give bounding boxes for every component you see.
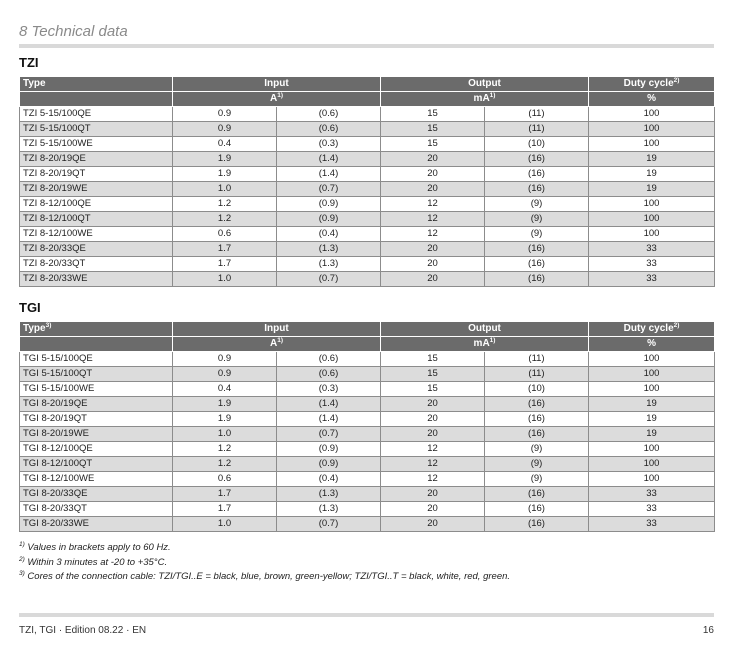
output-50hz-cell: 12 bbox=[381, 457, 485, 472]
output-60hz-cell: (11) bbox=[485, 122, 589, 137]
input-50hz-cell: 1.0 bbox=[173, 182, 277, 197]
type-cell: TZI 8-20/19QE bbox=[20, 152, 173, 167]
input-60hz-cell: (0.3) bbox=[277, 382, 381, 397]
duty-cycle-cell: 19 bbox=[589, 152, 715, 167]
section-title: 8 Technical data bbox=[19, 23, 128, 40]
column-header-type: Type bbox=[20, 77, 173, 92]
unit-header-input: $A^{1)}$ bbox=[173, 337, 381, 352]
table-row bbox=[20, 212, 715, 227]
output-50hz-cell: 12 bbox=[381, 212, 485, 227]
output-50hz-cell: 20 bbox=[381, 167, 485, 182]
unit-header-duty: % bbox=[589, 92, 715, 107]
input-60hz-cell: (1.4) bbox=[277, 167, 381, 182]
input-60hz-cell: (1.4) bbox=[277, 397, 381, 412]
input-50hz-cell: 0.4 bbox=[173, 382, 277, 397]
unit-header-input: $A^{1)}$ bbox=[173, 92, 381, 107]
input-50hz-cell: 1.0 bbox=[173, 272, 277, 287]
output-60hz-cell: (9) bbox=[485, 212, 589, 227]
table-row bbox=[20, 197, 715, 212]
input-60hz-cell: (0.9) bbox=[277, 457, 381, 472]
input-60hz-cell: (1.4) bbox=[277, 412, 381, 427]
output-60hz-cell: (9) bbox=[485, 457, 589, 472]
input-50hz-cell: 1.9 bbox=[173, 412, 277, 427]
duty-cycle-cell: 100 bbox=[589, 227, 715, 242]
table-row bbox=[20, 442, 715, 457]
output-50hz-cell: 20 bbox=[381, 412, 485, 427]
output-60hz-cell: (16) bbox=[485, 242, 589, 257]
output-50hz-cell: 12 bbox=[381, 442, 485, 457]
type-cell: TZI 5-15/100QE bbox=[20, 107, 173, 122]
input-60hz-cell: (0.6) bbox=[277, 367, 381, 382]
input-60hz-cell: (0.7) bbox=[277, 427, 381, 442]
page-number: 16 bbox=[702, 625, 714, 636]
input-60hz-cell: (0.7) bbox=[277, 182, 381, 197]
output-60hz-cell: (9) bbox=[485, 472, 589, 487]
output-50hz-cell: 20 bbox=[381, 487, 485, 502]
type-cell: TGI 8-20/33QE bbox=[20, 487, 173, 502]
output-60hz-cell: (16) bbox=[485, 502, 589, 517]
type-cell: TGI 5-15/100WE bbox=[20, 382, 173, 397]
duty-cycle-cell: 33 bbox=[589, 257, 715, 272]
input-60hz-cell: (0.9) bbox=[277, 212, 381, 227]
input-60hz-cell: (0.6) bbox=[277, 122, 381, 137]
input-60hz-cell: (0.6) bbox=[277, 352, 381, 367]
duty-cycle-cell: 33 bbox=[589, 517, 715, 532]
unit-header-output: $mA^{1)}$ bbox=[381, 92, 589, 107]
duty-cycle-cell: 100 bbox=[589, 107, 715, 122]
output-50hz-cell: 20 bbox=[381, 152, 485, 167]
input-60hz-cell: (1.3) bbox=[277, 242, 381, 257]
output-60hz-cell: (16) bbox=[485, 167, 589, 182]
input-50hz-cell: 0.9 bbox=[173, 122, 277, 137]
input-50hz-cell: 1.7 bbox=[173, 502, 277, 517]
input-50hz-cell: 0.9 bbox=[173, 352, 277, 367]
table-row bbox=[20, 382, 715, 397]
duty-cycle-cell: 100 bbox=[589, 352, 715, 367]
table-row bbox=[20, 122, 715, 137]
input-50hz-cell: 1.0 bbox=[173, 427, 277, 442]
type-cell: TZI 8-20/19QT bbox=[20, 167, 173, 182]
table-row bbox=[20, 367, 715, 382]
duty-cycle-cell: 100 bbox=[589, 457, 715, 472]
duty-cycle-cell: 19 bbox=[589, 412, 715, 427]
output-50hz-cell: 20 bbox=[381, 502, 485, 517]
duty-cycle-cell: 100 bbox=[589, 442, 715, 457]
column-header-input: Input bbox=[173, 77, 381, 92]
tgi-technical-table bbox=[19, 321, 715, 532]
type-cell: TZI 8-20/33QT bbox=[20, 257, 173, 272]
type-cell: TGI 8-20/19QE bbox=[20, 397, 173, 412]
table-row bbox=[20, 107, 715, 122]
output-60hz-cell: (16) bbox=[485, 412, 589, 427]
input-50hz-cell: 0.4 bbox=[173, 137, 277, 152]
input-50hz-cell: 1.9 bbox=[173, 167, 277, 182]
column-header-duty-cycle: Duty cycle$^{2)}$ bbox=[589, 322, 715, 337]
type-cell: TGI 8-20/19WE bbox=[20, 427, 173, 442]
footer-divider bbox=[19, 613, 714, 617]
input-60hz-cell: (1.4) bbox=[277, 152, 381, 167]
unit-header-duty: % bbox=[589, 337, 715, 352]
table-title-tzi: TZI bbox=[19, 55, 39, 70]
unit-header-output: $mA^{1)}$ bbox=[381, 337, 589, 352]
input-60hz-cell: (0.4) bbox=[277, 227, 381, 242]
table-row bbox=[20, 502, 715, 517]
table-row bbox=[20, 272, 715, 287]
output-60hz-cell: (16) bbox=[485, 427, 589, 442]
type-cell: TGI 5-15/100QE bbox=[20, 352, 173, 367]
output-50hz-cell: 15 bbox=[381, 352, 485, 367]
output-60hz-cell: (16) bbox=[485, 257, 589, 272]
output-60hz-cell: (16) bbox=[485, 397, 589, 412]
type-cell: TZI 8-20/33QE bbox=[20, 242, 173, 257]
tzi-technical-table bbox=[19, 76, 715, 287]
duty-cycle-cell: 100 bbox=[589, 212, 715, 227]
output-50hz-cell: 20 bbox=[381, 397, 485, 412]
output-50hz-cell: 12 bbox=[381, 472, 485, 487]
type-cell: TGI 8-20/33QT bbox=[20, 502, 173, 517]
input-60hz-cell: (0.7) bbox=[277, 272, 381, 287]
section-divider bbox=[19, 44, 714, 48]
duty-cycle-cell: 33 bbox=[589, 487, 715, 502]
output-50hz-cell: 20 bbox=[381, 427, 485, 442]
duty-cycle-cell: 33 bbox=[589, 242, 715, 257]
table-row bbox=[20, 352, 715, 367]
duty-cycle-cell: 100 bbox=[589, 472, 715, 487]
footnote-1: $^{1)}$ Values in brackets apply to 60 Hz. bbox=[19, 541, 171, 553]
duty-cycle-cell: 19 bbox=[589, 427, 715, 442]
input-50hz-cell: 0.6 bbox=[173, 472, 277, 487]
output-50hz-cell: 15 bbox=[381, 137, 485, 152]
table-row bbox=[20, 152, 715, 167]
footer-edition: TZI, TGI · Edition 08.22 · EN bbox=[19, 625, 147, 636]
output-60hz-cell: (16) bbox=[485, 517, 589, 532]
type-cell: TGI 8-20/19QT bbox=[20, 412, 173, 427]
input-60hz-cell: (0.4) bbox=[277, 472, 381, 487]
unit-header-empty bbox=[20, 92, 173, 107]
type-cell: TGI 8-12/100QT bbox=[20, 457, 173, 472]
output-50hz-cell: 15 bbox=[381, 107, 485, 122]
column-header-output: Output bbox=[381, 77, 589, 92]
output-60hz-cell: (16) bbox=[485, 152, 589, 167]
duty-cycle-cell: 100 bbox=[589, 382, 715, 397]
table-title-tgi: TGI bbox=[19, 300, 41, 315]
input-50hz-cell: 1.0 bbox=[173, 517, 277, 532]
column-header-input: Input bbox=[173, 322, 381, 337]
input-50hz-cell: 0.6 bbox=[173, 227, 277, 242]
footnote-2: $^{2)}$ Within 3 minutes at -20 to +35°C. bbox=[19, 555, 168, 568]
duty-cycle-cell: 19 bbox=[589, 182, 715, 197]
input-60hz-cell: (1.3) bbox=[277, 257, 381, 272]
output-60hz-cell: (16) bbox=[485, 182, 589, 197]
output-50hz-cell: 15 bbox=[381, 367, 485, 382]
type-cell: TGI 8-20/33WE bbox=[20, 517, 173, 532]
table-row bbox=[20, 167, 715, 182]
duty-cycle-cell: 100 bbox=[589, 137, 715, 152]
input-60hz-cell: (1.3) bbox=[277, 487, 381, 502]
input-50hz-cell: 0.9 bbox=[173, 107, 277, 122]
type-cell: TZI 8-12/100QE bbox=[20, 197, 173, 212]
input-60hz-cell: (0.9) bbox=[277, 442, 381, 457]
type-cell: TGI 8-12/100QE bbox=[20, 442, 173, 457]
type-cell: TZI 5-15/100WE bbox=[20, 137, 173, 152]
column-header-duty-cycle: Duty cycle$^{2)}$ bbox=[589, 77, 715, 92]
output-50hz-cell: 20 bbox=[381, 182, 485, 197]
table-row bbox=[20, 227, 715, 242]
output-60hz-cell: (16) bbox=[485, 487, 589, 502]
output-60hz-cell: (9) bbox=[485, 442, 589, 457]
output-60hz-cell: (9) bbox=[485, 227, 589, 242]
column-header-type: Type$^{3)}$ bbox=[20, 322, 173, 337]
table-row bbox=[20, 487, 715, 502]
type-cell: TGI 8-12/100WE bbox=[20, 472, 173, 487]
duty-cycle-cell: 33 bbox=[589, 502, 715, 517]
input-60hz-cell: (0.7) bbox=[277, 517, 381, 532]
duty-cycle-cell: 19 bbox=[589, 397, 715, 412]
input-50hz-cell: 0.9 bbox=[173, 367, 277, 382]
input-50hz-cell: 1.7 bbox=[173, 487, 277, 502]
output-50hz-cell: 20 bbox=[381, 242, 485, 257]
type-cell: TZI 8-12/100WE bbox=[20, 227, 173, 242]
type-cell: TGI 5-15/100QT bbox=[20, 367, 173, 382]
output-60hz-cell: (10) bbox=[485, 137, 589, 152]
output-60hz-cell: (11) bbox=[485, 352, 589, 367]
input-50hz-cell: 1.2 bbox=[173, 197, 277, 212]
input-50hz-cell: 1.9 bbox=[173, 397, 277, 412]
output-60hz-cell: (9) bbox=[485, 197, 589, 212]
table-row bbox=[20, 457, 715, 472]
output-50hz-cell: 12 bbox=[381, 227, 485, 242]
output-50hz-cell: 15 bbox=[381, 122, 485, 137]
type-cell: TZI 8-20/19WE bbox=[20, 182, 173, 197]
output-60hz-cell: (16) bbox=[485, 272, 589, 287]
input-60hz-cell: (0.3) bbox=[277, 137, 381, 152]
output-60hz-cell: (11) bbox=[485, 367, 589, 382]
input-50hz-cell: 1.2 bbox=[173, 442, 277, 457]
output-60hz-cell: (10) bbox=[485, 382, 589, 397]
input-50hz-cell: 1.2 bbox=[173, 212, 277, 227]
table-row bbox=[20, 182, 715, 197]
duty-cycle-cell: 19 bbox=[589, 167, 715, 182]
table-row bbox=[20, 242, 715, 257]
table-row bbox=[20, 137, 715, 152]
duty-cycle-cell: 100 bbox=[589, 197, 715, 212]
input-50hz-cell: 1.7 bbox=[173, 242, 277, 257]
table-row bbox=[20, 397, 715, 412]
output-50hz-cell: 20 bbox=[381, 517, 485, 532]
table-row bbox=[20, 517, 715, 532]
input-60hz-cell: (0.6) bbox=[277, 107, 381, 122]
type-cell: TZI 8-12/100QT bbox=[20, 212, 173, 227]
duty-cycle-cell: 100 bbox=[589, 367, 715, 382]
unit-header-empty bbox=[20, 337, 173, 352]
input-50hz-cell: 1.9 bbox=[173, 152, 277, 167]
footnotes bbox=[19, 541, 510, 585]
table-row bbox=[20, 412, 715, 427]
output-50hz-cell: 20 bbox=[381, 272, 485, 287]
output-50hz-cell: 20 bbox=[381, 257, 485, 272]
input-60hz-cell: (1.3) bbox=[277, 502, 381, 517]
duty-cycle-cell: 33 bbox=[589, 272, 715, 287]
table-row bbox=[20, 257, 715, 272]
duty-cycle-cell: 100 bbox=[589, 122, 715, 137]
column-header-output: Output bbox=[381, 322, 589, 337]
type-cell: TZI 8-20/33WE bbox=[20, 272, 173, 287]
type-cell: TZI 5-15/100QT bbox=[20, 122, 173, 137]
output-60hz-cell: (11) bbox=[485, 107, 589, 122]
table-row bbox=[20, 427, 715, 442]
input-50hz-cell: 1.7 bbox=[173, 257, 277, 272]
table-row bbox=[20, 472, 715, 487]
input-50hz-cell: 1.2 bbox=[173, 457, 277, 472]
output-50hz-cell: 15 bbox=[381, 382, 485, 397]
input-60hz-cell: (0.9) bbox=[277, 197, 381, 212]
footnote-3: $^{3)}$ Cores of the connection cable: TZI/TGI..E = black, blue, brown, green-yellow; TZI/TGI..T = black, white, red, green. bbox=[19, 570, 511, 582]
output-50hz-cell: 12 bbox=[381, 197, 485, 212]
